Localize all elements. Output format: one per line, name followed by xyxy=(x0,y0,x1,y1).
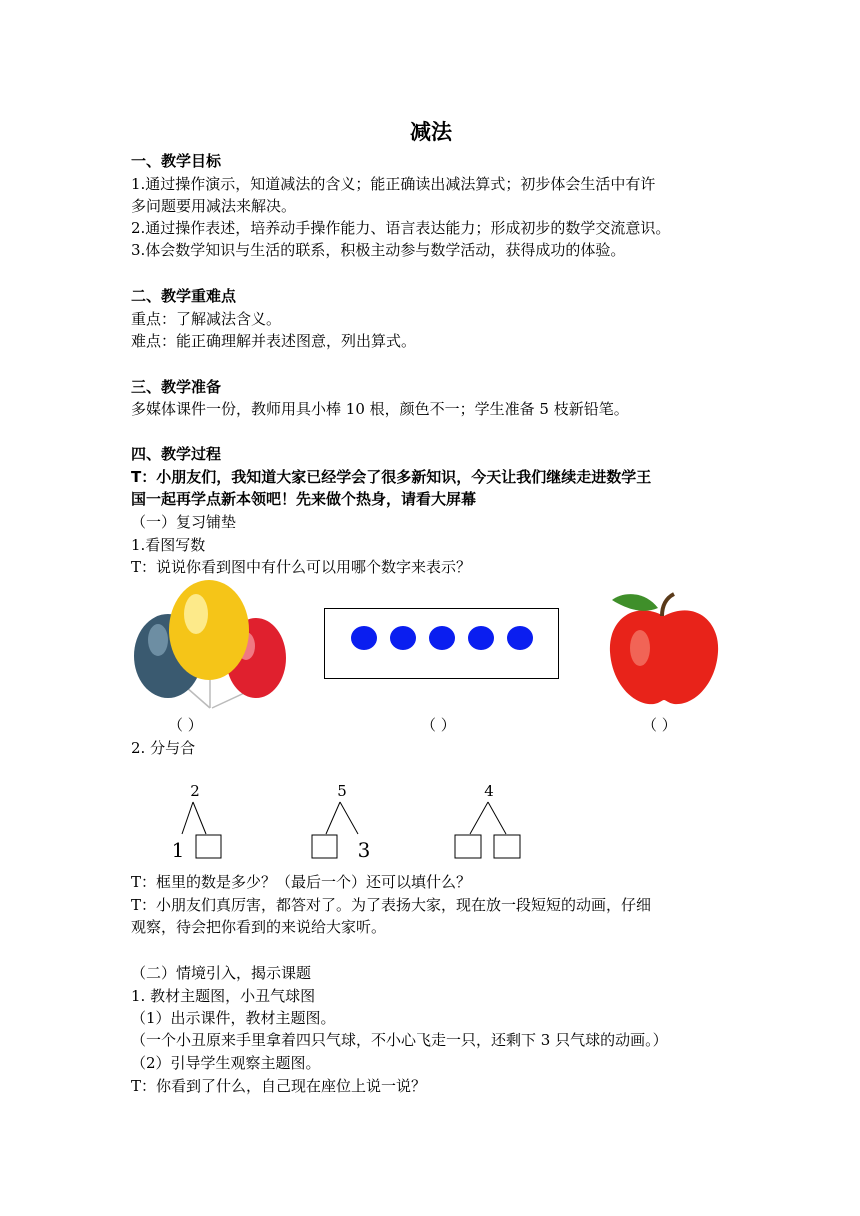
preparation-text: 多媒体课件一份，教师用具小棒 10 根，颜色不一；学生准备 5 枝新铅笔。 xyxy=(131,400,629,418)
praise-line-2: 观察，待会把你看到的来说给大家听。 xyxy=(131,918,387,936)
blue-dot xyxy=(507,626,533,650)
step-2: （2）引导学生观察主题图。 xyxy=(131,1054,321,1072)
bond-2-right: 3 xyxy=(357,838,371,862)
key-point: 重点：了解减法含义。 xyxy=(131,310,282,328)
question-box: T：框里的数是多少？（最后一个）还可以填什么？ xyxy=(131,873,472,891)
page-title: 减法 xyxy=(410,120,452,144)
goal-3: 3.体会数学知识与生活的联系，积极主动参与数学活动，获得成功的体验。 xyxy=(131,241,626,259)
number-bond-3 xyxy=(452,782,524,862)
animation-note: （一个小丑原来手里拿着四只气球，不小心飞走一只，还剩下 3 只气球的动画。） xyxy=(131,1031,668,1049)
theme-picture: 1. 教材主题图，小丑气球图 xyxy=(131,987,316,1005)
teacher-intro-line-1: T：小朋友们，我知道大家已经学会了很多新知识，今天让我们继续走进数学王 xyxy=(131,468,652,486)
answer-blank-balloons[interactable]: （ ） xyxy=(168,716,203,734)
dots-box-image xyxy=(324,608,560,680)
bond-2-top: 5 xyxy=(337,782,347,800)
praise-line-1: T：小朋友们真厉害，都答对了。为了表扬大家，现在放一段短短的动画，仔细 xyxy=(131,896,652,914)
section-review: （一）复习铺垫 xyxy=(131,513,237,531)
bond-3-left-box xyxy=(455,835,481,858)
task-look-write: 1.看图写数 xyxy=(131,536,206,554)
bond-1-left: 1 xyxy=(171,838,185,862)
goal-2: 2.通过操作表述，培养动手操作能力、语言表达能力；形成初步的数学交流意识。 xyxy=(131,219,671,237)
number-bond-1 xyxy=(168,782,228,862)
blue-dot xyxy=(468,626,494,650)
answer-blank-dots[interactable]: （ ） xyxy=(421,716,456,734)
bond-3-right-box xyxy=(494,835,520,858)
bond-1-right-box xyxy=(196,835,221,858)
teacher-question: T：你看到了什么，自己现在座位上说一说？ xyxy=(131,1077,427,1095)
apple-image xyxy=(604,586,724,710)
task-split-combine: 2. 分与合 xyxy=(131,739,196,757)
bond-1-top: 2 xyxy=(190,782,200,800)
heading-preparation: 三、教学准备 xyxy=(131,378,222,396)
answer-blank-apple[interactable]: （ ） xyxy=(642,716,677,734)
step-1: （1）出示课件，教材主题图。 xyxy=(131,1009,336,1027)
task-prompt: T：说说你看到图中有什么可以用哪个数字来表示？ xyxy=(131,558,472,576)
bond-2-left-box xyxy=(312,835,337,858)
heading-process: 四、教学过程 xyxy=(131,445,222,463)
heading-key-points: 二、教学重难点 xyxy=(131,287,237,305)
balloons-image xyxy=(130,578,290,708)
teacher-intro-line-2: 国一起再学点新本领吧！先来做个热身，请看大屏幕 xyxy=(131,490,477,508)
bond-3-top: 4 xyxy=(484,782,494,800)
goal-1-line-1: 1.通过操作演示，知道减法的含义；能正确读出减法算式；初步体会生活中有许 xyxy=(131,175,656,193)
number-bond-2 xyxy=(310,782,380,862)
blue-dot xyxy=(429,626,455,650)
difficult-point: 难点：能正确理解并表述图意，列出算式。 xyxy=(131,332,417,350)
heading-goals: 一、教学目标 xyxy=(131,152,222,170)
section-intro: （二）情境引入，揭示课题 xyxy=(131,964,312,982)
blue-dot xyxy=(351,626,377,650)
goal-1-line-2: 多问题要用减法来解决。 xyxy=(131,197,297,215)
blue-dot xyxy=(390,626,416,650)
